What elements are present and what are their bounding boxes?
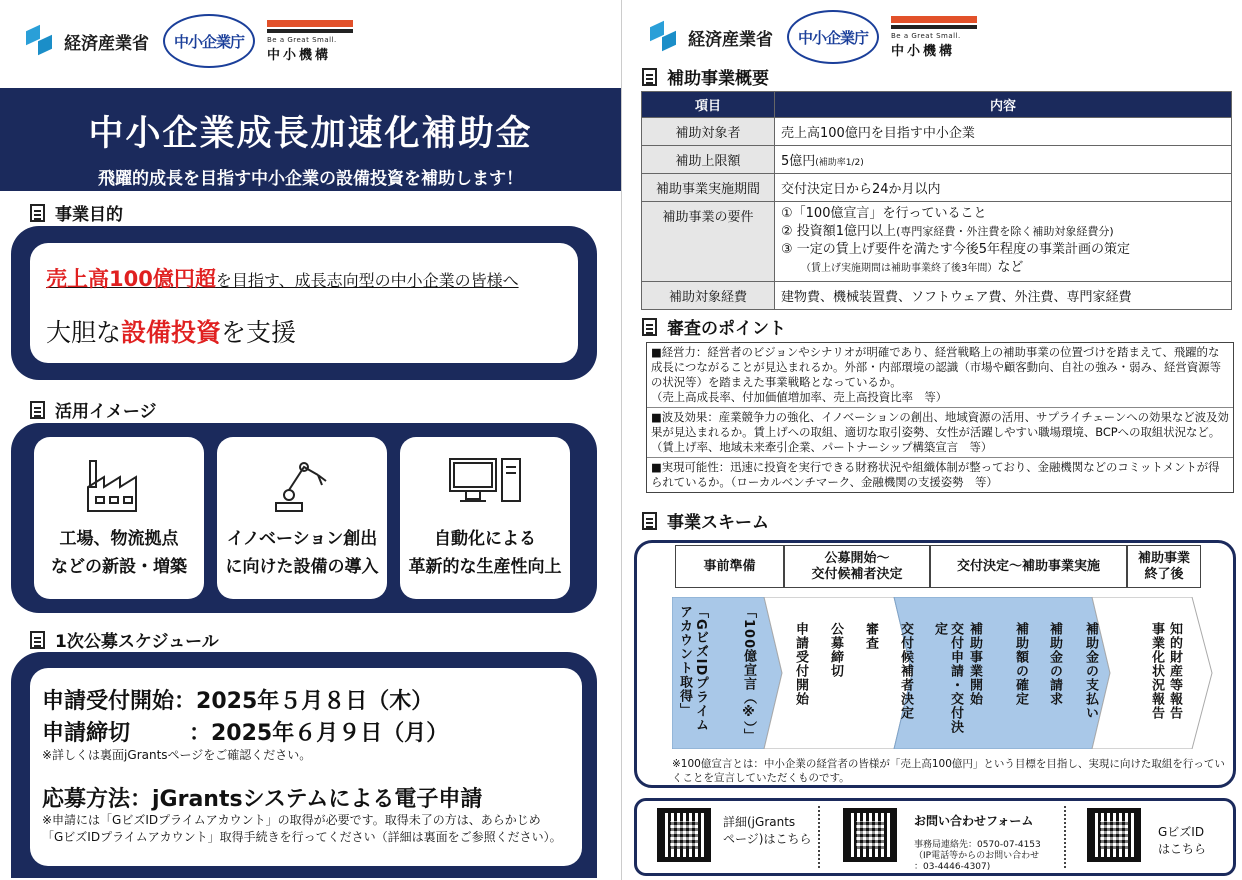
step-label: 補助金の請求 — [1047, 622, 1062, 706]
title-banner — [0, 88, 621, 191]
overview-heading: 補助事業概要 — [642, 64, 769, 89]
page-title: 中小企業成長加速化補助金 — [88, 114, 533, 154]
step-label: 事業化状況報告 — [1149, 622, 1164, 720]
step-label: 公募締切 — [828, 622, 843, 678]
overview-table — [641, 91, 1232, 310]
scheme-footnote: ※100億宣言とは：中小企業の経営者の皆様が「売上高100億円」という目標を目指し、実現に向けた取組を行っていくことを宣言していただくものです。 — [672, 758, 1225, 784]
smrj-name: 中小機構 — [891, 43, 956, 59]
purpose-line1: 売上高100億円超を目指す、成長志向型の中小企業の皆様へ — [46, 267, 519, 291]
smrj-name: 中小機構 — [267, 47, 332, 63]
document-icon — [642, 512, 657, 530]
step-label: 知的財産等報告 — [1167, 622, 1182, 720]
logo-row-right — [648, 10, 977, 64]
computer-icon — [448, 455, 524, 515]
usage-item-factory — [34, 437, 204, 599]
table-row: 補助上限額 5億円(補助率1/2) — [642, 146, 1232, 174]
column-header: 内容 — [775, 92, 1232, 118]
document-icon — [30, 631, 45, 649]
gbiz-link[interactable]: GビズID はこちら — [1158, 825, 1207, 856]
usage-heading: 活用イメージ — [30, 397, 157, 422]
jgrants-link[interactable]: 詳細(jGrants ページ)はこちら — [723, 815, 812, 846]
separator — [1064, 806, 1066, 868]
schedule-card — [30, 668, 582, 866]
qr-code-gbiz-icon[interactable] — [1087, 808, 1141, 862]
schedule-end: 申請締切 ：2025年６月９日（月） — [42, 721, 449, 746]
phase-call: 公募開始～ 交付候補者決定 — [784, 545, 930, 588]
purpose-heading: 事業目的 — [30, 200, 123, 225]
sme-agency-logo: 中小企業庁 — [787, 10, 879, 64]
table-row: 補助事業実施期間 交付決定日から24か月以内 — [642, 174, 1232, 202]
meti-logo-icon — [648, 20, 682, 54]
scheme-heading: 事業スキーム — [642, 508, 769, 533]
logo-row-left — [24, 14, 353, 68]
table-row: 補助事業の要件 ①「100億宣言」を行っていること ② 投資額1億円以上(専門家経費・外注費を除く補助対象経費分) ③ 一定の賃上げ要件を満たす今後5年程度の事業計画の策定 （賃上げ実施期間は補助事業終了後3年間）など — [642, 202, 1232, 282]
step-label: 申請受付開始 — [793, 622, 808, 706]
page-divider — [621, 0, 622, 880]
usage-item-automation — [400, 437, 570, 599]
step-label: 交付候補者決定 — [898, 622, 913, 720]
schedule-start: 申請受付開始：2025年５月８日（木） — [42, 689, 434, 714]
application-note: ※申請には「GビズIDプライムアカウント」の取得が必要です。取得未了の方は、あらかじめ 「GビズIDプライムアカウント」取得手続きを行ってください（詳細は裏面をご参照ください）。 — [42, 813, 562, 844]
separator — [818, 806, 820, 868]
usage-caption: 自動化による 革新的な生産性向上 — [408, 529, 562, 577]
step-label: 補助額の確定 — [1013, 622, 1028, 706]
robot-arm-icon — [272, 455, 342, 515]
contact-form-link[interactable]: お問い合わせフォーム — [914, 814, 1034, 828]
page-subtitle: 飛躍的成長を目指す中小企業の設備投資を補助します！ — [98, 169, 523, 189]
step-label: 補助金の支払い — [1083, 622, 1098, 720]
step-label: 「100億宣言（※）」 — [741, 605, 756, 743]
usage-caption: イノベーション創出 に向けた設備の導入 — [225, 529, 379, 577]
purpose-card — [30, 243, 578, 363]
review-point: ■実現可能性：迅速に投資を実行できる財務状況や組織体制が整っており、金融機関などのコミットメントが得られているか。（ローカルベンチマーク、金融機関の支援姿勢 等） — [651, 460, 1220, 489]
step-label: 補助事業開始 — [967, 622, 982, 706]
meti-name: 経済産業省 — [688, 29, 773, 50]
review-points-box — [646, 342, 1234, 493]
smrj-tagline: Be a Great Small. — [891, 31, 961, 40]
review-point: ■波及効果：産業競争力の強化、イノベーションの創出、地域資源の活用、サプライチェーンへの効果など波及効果が見込まれるか。賃上げへの取組、適切な取引姿勢、女性が活躍しやすい職場環境、BCPへの取組状況など。（賃上げ率、地域未来牽引企業、パートナーシップ構築宣言 等） — [647, 408, 1233, 458]
usage-item-innovation — [217, 437, 387, 599]
purpose-line2: 大胆な設備投資を支援 — [46, 318, 297, 347]
review-heading: 審査のポイント — [642, 314, 786, 339]
usage-caption: 工場、物流拠点 などの新設・増築 — [51, 529, 187, 577]
document-icon — [642, 68, 657, 86]
step-label: 「GビズIDプライムアカウント取得」 — [677, 605, 708, 733]
smrj-logo — [891, 16, 977, 59]
application-method: 応募方法：jGrantsシステムによる電子申請 — [42, 787, 483, 812]
meti-name: 経済産業省 — [64, 33, 149, 54]
table-row: 補助対象経費 建物費、機械装置費、ソフトウェア費、外注費、専門家経費 — [642, 282, 1232, 310]
schedule-note: ※詳しくは裏面jGrantsページをご確認ください。 — [42, 748, 312, 762]
table-row: 補助対象者 売上高100億円を目指す中小企業 — [642, 118, 1232, 146]
phase-implement: 交付決定～補助事業実施 — [930, 545, 1127, 588]
smrj-logo — [267, 20, 353, 63]
factory-icon — [84, 455, 154, 515]
schedule-heading: 1次公募スケジュール — [30, 627, 219, 652]
document-icon — [30, 204, 45, 222]
step-label: 交付申請・交付決定 — [932, 622, 963, 734]
sme-agency-logo: 中小企業庁 — [163, 14, 255, 68]
phase-after: 補助事業 終了後 — [1127, 545, 1201, 588]
review-point: ■経営力：経営者のビジョンやシナリオが明確であり、経営戦略上の補助事業の位置づけを踏まえて、飛躍的な成長につながることが見込まれるか。外部・内部環境の認識（市場や顧客動向、自社の強み・弱み、経営資源等の状況等）を踏まえた事業戦略となっているか。 （売上高成長率、付加価値増加率、売上高投資比率 等） — [647, 343, 1233, 408]
step-label: 審査 — [863, 622, 878, 650]
qr-code-form-icon[interactable] — [843, 808, 897, 862]
smrj-tagline: Be a Great Small. — [267, 35, 337, 44]
phase-prep: 事前準備 — [675, 545, 784, 588]
contact-info: 事務局連絡先：0570-07-4153 （IP電話等からのお問い合わせ ：03-4446-4307) — [914, 840, 1041, 872]
meti-logo-icon — [24, 24, 58, 58]
document-icon — [30, 401, 45, 419]
qr-code-jgrants-icon[interactable] — [657, 808, 711, 862]
document-icon — [642, 318, 657, 336]
column-header: 項目 — [642, 92, 775, 118]
